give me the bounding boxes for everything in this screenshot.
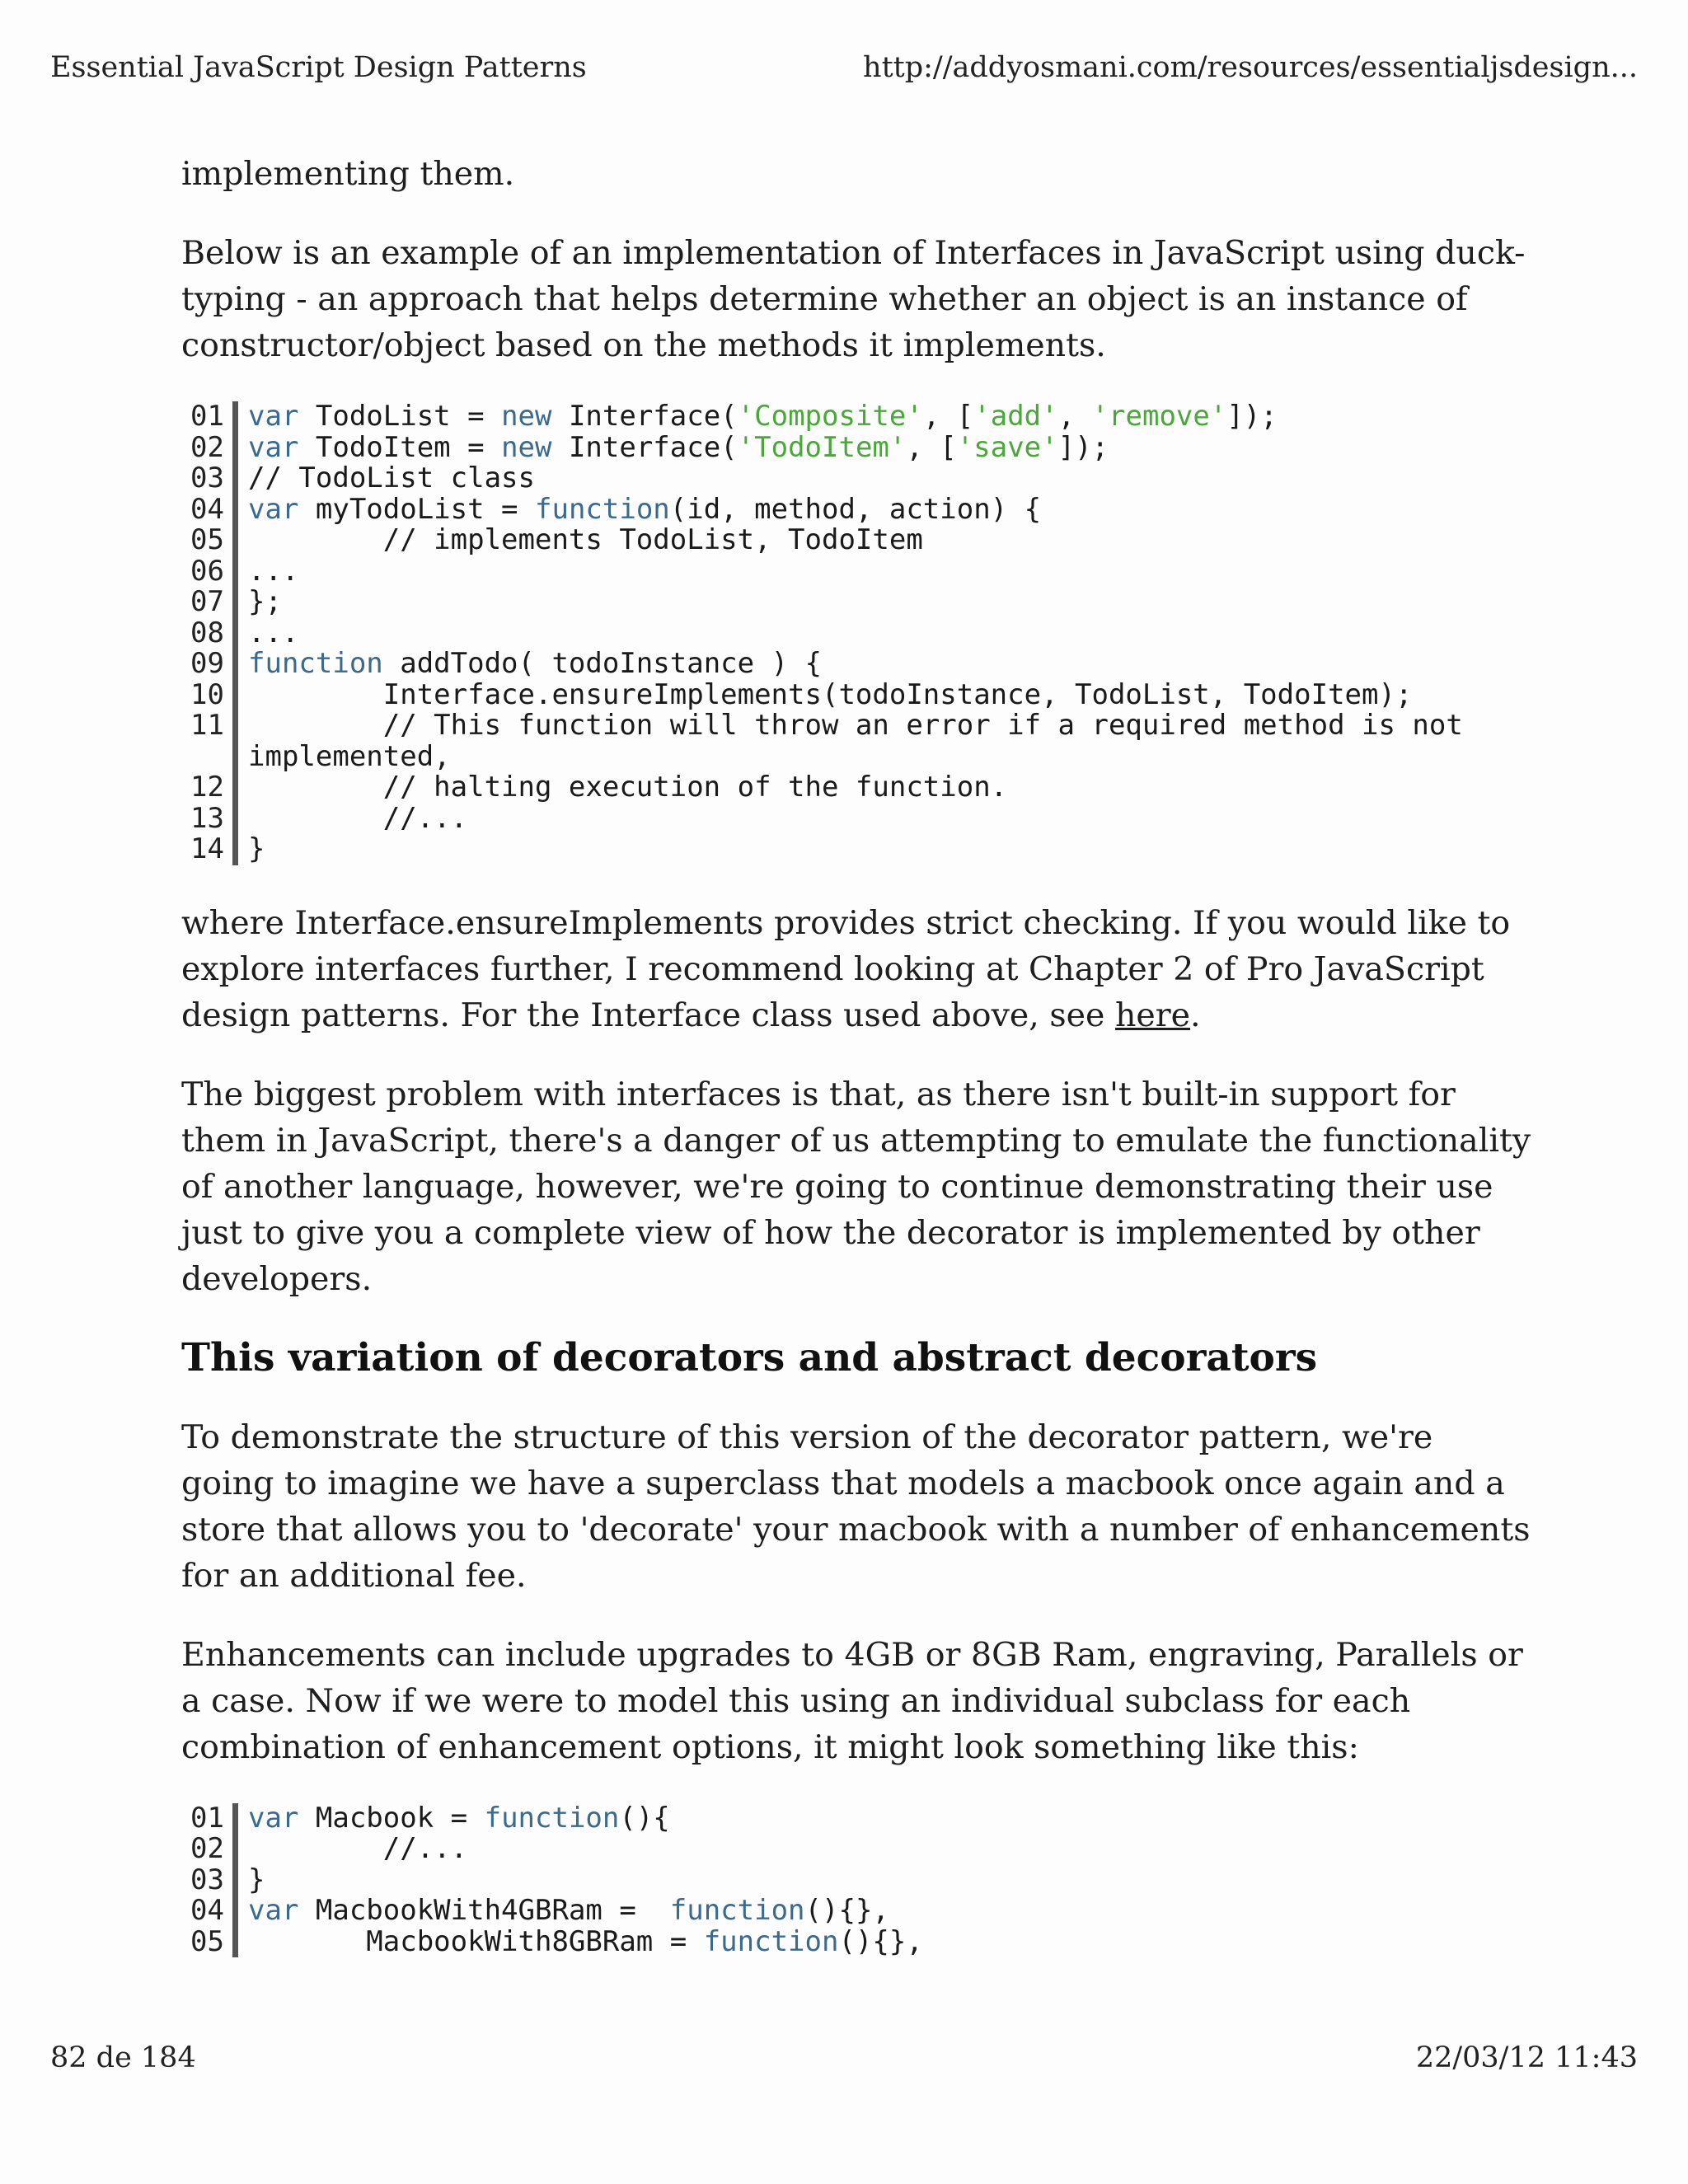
code-token: (){}, bbox=[804, 1894, 889, 1927]
code-text bbox=[232, 1924, 1533, 1958]
code-token: // implements TodoList, TodoItem bbox=[248, 523, 923, 556]
code-token: // TodoList class bbox=[248, 462, 535, 494]
paragraph-text: . bbox=[1190, 996, 1201, 1034]
code-token: // This function will throw an error if a required method is not bbox=[248, 709, 1463, 742]
code-text bbox=[232, 525, 1533, 556]
code-text bbox=[232, 772, 1533, 804]
code-string: 'TodoItem' bbox=[737, 430, 907, 464]
paragraph: To demonstrate the structure of this version of the decorator pattern, we're going to imagine we have a superclass that models a macbook once again and a store that allows you to 'decorate' your macbook with a number of enhancements for an additional fee. bbox=[181, 1418, 1531, 1595]
code-keyword: var bbox=[248, 1894, 299, 1927]
code-token: // halting execution of the function. bbox=[248, 771, 1008, 804]
code-block bbox=[181, 401, 1533, 865]
code-string: 'Composite' bbox=[737, 400, 923, 433]
line-number: 05 bbox=[190, 523, 224, 556]
paragraph: The biggest problem with interfaces is that, as there isn't built-in support for them in JavaScript, there's a danger of us attempting to emulate the functionality of another language, however, we're going to continue demonstrating their use just to give you a complete view of how the decorator is implemented by other developers. bbox=[181, 1075, 1531, 1298]
code-line bbox=[181, 834, 1533, 865]
code-keyword: var bbox=[248, 1801, 299, 1835]
code-block bbox=[181, 1803, 1533, 1958]
code-line bbox=[181, 710, 1533, 742]
document-body bbox=[181, 151, 1533, 1992]
code-token: Interface.ensureImplements(todoInstance, TodoList, TodoItem); bbox=[248, 677, 1413, 711]
section-heading: This variation of decorators and abstract decorators bbox=[181, 1334, 1318, 1380]
line-number: 03 bbox=[190, 462, 224, 494]
code-token: , bbox=[1057, 400, 1092, 433]
code-token: (){}, bbox=[838, 1924, 923, 1958]
code-line bbox=[181, 401, 1533, 433]
code-keyword: new bbox=[501, 400, 552, 433]
code-line bbox=[181, 677, 1533, 711]
code-text bbox=[232, 739, 1533, 773]
code-token: ... bbox=[248, 616, 299, 649]
code-string: 'remove' bbox=[1091, 400, 1227, 433]
line-number: 12 bbox=[190, 771, 224, 804]
code-keyword: function bbox=[703, 1924, 839, 1958]
code-line bbox=[181, 1924, 1533, 1958]
code-token: ]); bbox=[1226, 400, 1278, 433]
code-text bbox=[232, 463, 1533, 494]
code-token: (id, method, action) { bbox=[669, 492, 1042, 526]
line-number bbox=[181, 742, 232, 773]
code-line bbox=[181, 801, 1533, 835]
line-number: 01 bbox=[190, 400, 224, 433]
code-text bbox=[232, 494, 1533, 526]
code-token: } bbox=[248, 832, 265, 865]
code-token: myTodoList = bbox=[298, 492, 535, 526]
code-text bbox=[232, 1834, 1533, 1865]
code-keyword: function bbox=[248, 647, 383, 680]
code-keyword: var bbox=[248, 492, 299, 526]
code-line bbox=[181, 587, 1533, 618]
header-url: http://addyosmani.com/resources/essentialjsdesign... bbox=[863, 51, 1638, 84]
code-text bbox=[232, 1896, 1533, 1927]
code-text bbox=[232, 677, 1533, 711]
code-token: MacbookWith4GBRam = bbox=[298, 1894, 670, 1927]
code-line bbox=[181, 463, 1533, 494]
page-number: 82 de 184 bbox=[50, 2041, 196, 2074]
code-line bbox=[181, 1865, 1533, 1896]
code-string: 'add' bbox=[973, 400, 1058, 433]
code-line bbox=[181, 649, 1533, 680]
paragraph bbox=[181, 900, 1533, 1038]
line-number: 01 bbox=[190, 1801, 224, 1835]
code-text bbox=[232, 649, 1533, 680]
code-token: TodoList = bbox=[315, 400, 502, 433]
code-text bbox=[232, 401, 1533, 433]
code-keyword: function bbox=[484, 1801, 620, 1835]
code-line bbox=[181, 494, 1533, 526]
code-line bbox=[181, 772, 1533, 804]
code-text bbox=[232, 556, 1533, 588]
here-link[interactable]: here bbox=[1114, 996, 1191, 1034]
code-line bbox=[181, 1896, 1533, 1927]
code-keyword: var bbox=[248, 430, 316, 464]
line-number: 11 bbox=[190, 709, 224, 742]
code-token: Interface( bbox=[551, 400, 738, 433]
code-line bbox=[181, 556, 1533, 588]
code-line bbox=[181, 1803, 1533, 1835]
line-number: 06 bbox=[190, 554, 224, 588]
code-text bbox=[232, 430, 1533, 464]
code-line bbox=[181, 1834, 1533, 1865]
code-line bbox=[181, 618, 1533, 649]
line-number: 09 bbox=[190, 647, 224, 680]
code-token: ]); bbox=[1057, 430, 1109, 464]
code-text bbox=[232, 710, 1533, 742]
timestamp: 22/03/12 11:43 bbox=[1415, 2041, 1638, 2074]
line-number: 05 bbox=[190, 1924, 224, 1958]
paragraph: Enhancements can include upgrades to 4GB or 8GB Ram, engraving, Parallels or a case. Now if we were to model this using an individual subclass for each combination of enhancement options, it might look something like this: bbox=[181, 1635, 1523, 1766]
page-footer bbox=[50, 2040, 1638, 2076]
code-text bbox=[232, 1865, 1533, 1896]
code-keyword: function bbox=[535, 492, 670, 526]
code-token: , [ bbox=[906, 430, 957, 464]
code-token: //... bbox=[248, 1832, 468, 1865]
code-token: TodoItem = bbox=[315, 430, 502, 464]
code-token: Macbook = bbox=[298, 1801, 485, 1835]
code-token: , [ bbox=[922, 400, 974, 433]
line-number: 14 bbox=[190, 832, 224, 865]
code-token: Interface( bbox=[551, 430, 738, 464]
code-text bbox=[232, 1803, 1533, 1835]
code-token: }; bbox=[248, 585, 282, 618]
code-text bbox=[232, 801, 1533, 835]
line-number: 13 bbox=[190, 801, 224, 835]
line-number: 02 bbox=[190, 430, 224, 464]
header-title: Essential JavaScript Design Patterns bbox=[50, 51, 587, 84]
code-keyword: new bbox=[501, 430, 552, 464]
code-token: ... bbox=[248, 554, 299, 588]
paragraph-text: where Interface.ensureImplements provides strict checking. If you would like to explore interfaces further, I recommend looking at Chapter 2 of Pro JavaScript design patterns. For the Interface class used above, see bbox=[181, 903, 1511, 1034]
code-text bbox=[232, 834, 1533, 865]
code-line bbox=[181, 739, 1533, 773]
code-keyword: function bbox=[669, 1894, 805, 1927]
code-token: (){ bbox=[619, 1801, 670, 1835]
code-line bbox=[181, 525, 1533, 556]
code-token: implemented, bbox=[248, 739, 451, 773]
code-token: //... bbox=[248, 801, 468, 835]
code-line bbox=[181, 430, 1533, 464]
code-string: 'save' bbox=[956, 430, 1058, 464]
line-number: 02 bbox=[190, 1832, 224, 1865]
code-keyword: var bbox=[248, 400, 316, 433]
page-header bbox=[50, 49, 1638, 86]
line-number: 03 bbox=[190, 1863, 224, 1896]
line-number: 04 bbox=[190, 492, 224, 526]
code-token: MacbookWith8GBRam = bbox=[248, 1924, 704, 1958]
line-number: 04 bbox=[190, 1894, 224, 1927]
code-token: addTodo( todoInstance ) { bbox=[382, 647, 822, 680]
line-number: 10 bbox=[190, 677, 224, 711]
code-token: } bbox=[248, 1863, 265, 1896]
code-text bbox=[232, 618, 1533, 649]
line-number: 08 bbox=[190, 616, 224, 649]
paragraph: Below is an example of an implementation of Interfaces in JavaScript using duck-typing - an approach that helps determine whether an object is an instance of constructor/object based on the methods it implements. bbox=[181, 234, 1526, 364]
code-text bbox=[232, 587, 1533, 618]
paragraph: implementing them. bbox=[181, 155, 515, 193]
line-number: 07 bbox=[190, 585, 224, 618]
